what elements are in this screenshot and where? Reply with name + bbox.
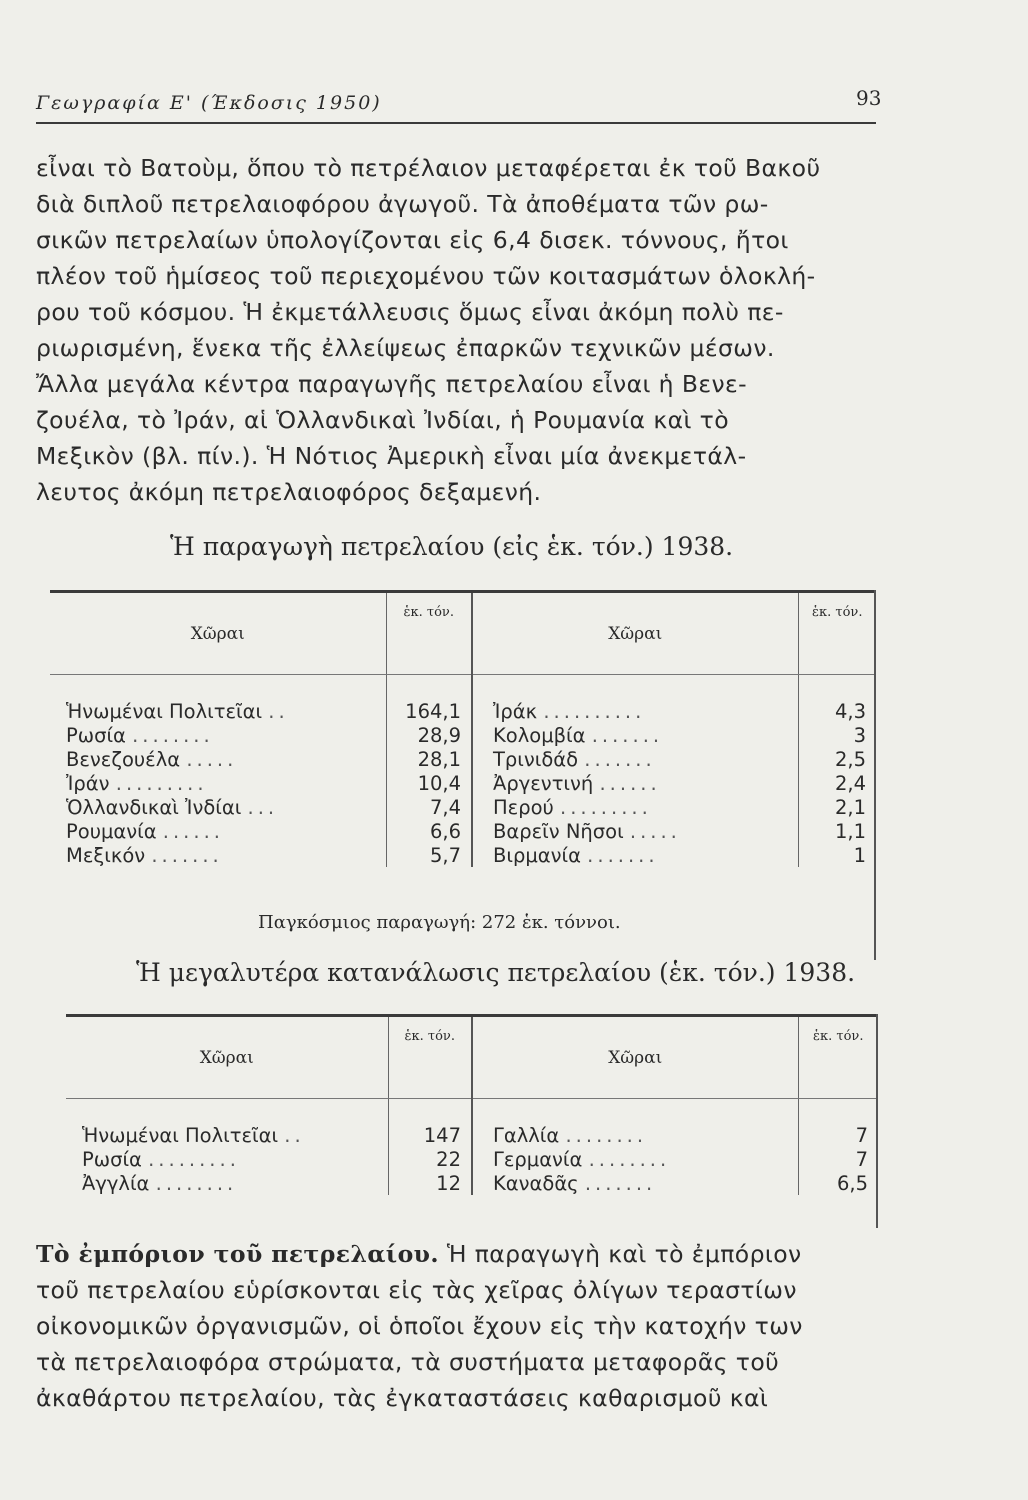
table-row: Ἰράν ......... 10,4 Ἀργεντινή ...... 2,4 (50, 771, 876, 795)
country-name: Τρινιδάδ (493, 747, 579, 771)
paragraph-oil-reserves (36, 150, 916, 510)
column-header-country: Χῶραι (472, 592, 798, 675)
consumption-table-title: Ἡ μεγαλυτέρα κατανάλωσις πετρελαίου (ἑκ. τόν.) 1938. (136, 958, 856, 987)
running-head: Γεωγραφία Ε' (Έκδοσις 1950) (36, 92, 382, 114)
country-name: Ἰράν (66, 771, 110, 795)
header-rule (36, 122, 876, 124)
world-production-note: Παγκόσμιος παραγωγή: 272 ἑκ. τόννοι. (258, 912, 621, 933)
value-cell: 10,4 (386, 771, 472, 795)
table-right-border (876, 1014, 878, 1228)
country-name: Γερμανία (493, 1147, 583, 1171)
text-line: σικῶν πετρελαίων ὑπολογίζονται εἰς 6,4 δισεκ. τόννους, ἤτοι (36, 226, 789, 254)
value-cell: 7 (798, 1123, 878, 1147)
value-cell: 2,5 (798, 747, 876, 771)
value-cell: 7,4 (386, 795, 472, 819)
value-cell: 164,1 (386, 699, 472, 723)
value-cell: 5,7 (386, 843, 472, 867)
text-line: οἰκονομικῶν ὀργανισμῶν, οἱ ὁποῖοι ἔχουν εἰς τὴν κατοχήν των (36, 1312, 803, 1340)
value-cell: 6,6 (386, 819, 472, 843)
text-line: ριωρισμένη, ἕνεκα τῆς ἐλλείψεως ἐπαρκῶν τεχνικῶν μέσων. (36, 334, 775, 362)
text-line: τοῦ πετρελαίου εὑρίσκονται εἰς τὰς χεῖρας ὀλίγων τεραστίων (36, 1276, 797, 1304)
value-cell: 22 (388, 1147, 472, 1171)
value-cell: 7 (798, 1147, 878, 1171)
country-name: Ὁλλανδικαὶ Ἰνδίαι (66, 795, 242, 819)
paragraph-oil-trade (36, 1236, 916, 1416)
first-line-text: Ἡ παραγωγὴ καὶ τὸ ἐμπόριον (438, 1240, 802, 1268)
country-name: Ἡνωμέναι Πολιτεῖαι (82, 1123, 279, 1147)
text-line (36, 1236, 916, 1272)
table-row: Ρωσία ......... 22 Γερμανία ........ 7 (66, 1147, 878, 1171)
table-row: Ἀγγλία ........ 12 Καναδᾶς ....... 6,5 (66, 1171, 878, 1195)
table-row: Ρωσία ........ 28,9 Κολομβία ....... 3 (50, 723, 876, 747)
table-row: Μεξικόν ....... 5,7 Βιρμανία ....... 1 (50, 843, 876, 867)
value-cell: 6,5 (798, 1171, 878, 1195)
text-line: ζουέλα, τὸ Ἰράν, αἱ Ὁλλανδικαὶ Ἰνδίαι, ἡ Ρουμανία καὶ τὸ (36, 406, 730, 434)
country-name: Γαλλία (493, 1123, 560, 1147)
value-cell: 3 (798, 723, 876, 747)
value-cell: 1 (798, 843, 876, 867)
column-header-unit: ἑκ. τόν. (798, 1016, 878, 1099)
column-header-unit: ἑκ. τόν. (388, 1016, 472, 1099)
text-line: διὰ διπλοῦ πετρελαιοφόρου ἀγωγοῦ. Τὰ ἀποθέματα τῶν ρω- (36, 190, 769, 218)
country-name: Καναδᾶς (493, 1171, 579, 1195)
country-name: Μεξικόν (66, 843, 146, 867)
country-name: Ἀργεντινή (493, 771, 594, 795)
country-name: Ἡνωμέναι Πολιτεῖαι (66, 699, 263, 723)
text-line: Μεξικὸν (βλ. πίν.). Ἡ Νότιος Ἀμερικὴ εἶναι μία ἀνεκμετάλ- (36, 442, 747, 470)
value-cell: 147 (388, 1123, 472, 1147)
country-name: Βαρεῖν Νῆσοι (493, 819, 624, 843)
value-cell: 1,1 (798, 819, 876, 843)
table-row: Βενεζουέλα ..... 28,1 Τρινιδάδ ....... 2,5 (50, 747, 876, 771)
value-cell: 2,1 (798, 795, 876, 819)
page-number: 93 (856, 86, 882, 110)
column-header-country: Χῶραι (472, 1016, 798, 1099)
value-cell: 2,4 (798, 771, 876, 795)
table-row: Ὁλλανδικαὶ Ἰνδίαι ... 7,4 Περού ......... 2,1 (50, 795, 876, 819)
section-lead: Τὸ ἐμπόριον τοῦ πετρελαίου. (36, 1240, 439, 1268)
column-header-country: Χῶραι (50, 592, 386, 675)
country-name: Περού (493, 795, 554, 819)
value-cell: 28,1 (386, 747, 472, 771)
country-name: Ρουμανία (66, 819, 157, 843)
consumption-table (66, 1014, 878, 1195)
column-header-unit: ἑκ. τόν. (386, 592, 472, 675)
text-line: λευτος ἀκόμη πετρελαιοφόρος δεξαμενή. (36, 478, 542, 506)
text-line: ἀκαθάρτου πετρελαίου, τὰς ἐγκαταστάσεις καθαρισμοῦ καὶ (36, 1384, 769, 1412)
country-name: Βενεζουέλα (66, 747, 181, 771)
country-name: Ρωσία (82, 1147, 142, 1171)
text-line: ρου τοῦ κόσμου. Ἡ ἐκμετάλλευσις ὅμως εἶναι ἀκόμη πολὺ πε- (36, 298, 784, 326)
country-name: Ἀγγλία (82, 1171, 150, 1195)
table-row: Ἡνωμέναι Πολιτεῖαι .. 147 Γαλλία ........ 7 (66, 1123, 878, 1147)
table-row: Ρουμανία ...... 6,6 Βαρεῖν Νῆσοι ..... 1,1 (50, 819, 876, 843)
value-cell: 4,3 (798, 699, 876, 723)
country-name: Βιρμανία (493, 843, 581, 867)
country-name: Κολομβία (493, 723, 586, 747)
text-line: εἶναι τὸ Βατοὺμ, ὅπου τὸ πετρέλαιον μεταφέρεται ἐκ τοῦ Βακοῦ (36, 154, 821, 182)
text-line: τὰ πετρελαιοφόρα στρώματα, τὰ συστήματα μεταφορᾶς τοῦ (36, 1348, 780, 1376)
value-cell: 12 (388, 1171, 472, 1195)
text-line: πλέον τοῦ ἡμίσεος τοῦ περιεχομένου τῶν κοιτασμάτων ὁλοκλή- (36, 262, 816, 290)
country-name: Ἰράκ (493, 699, 538, 723)
production-table (50, 590, 876, 867)
country-name: Ρωσία (66, 723, 126, 747)
text-line: Ἄλλα μεγάλα κέντρα παραγωγῆς πετρελαίου εἶναι ἡ Βενε- (36, 370, 747, 398)
column-header-unit: ἑκ. τόν. (798, 592, 876, 675)
value-cell: 28,9 (386, 723, 472, 747)
table-right-border (874, 590, 876, 960)
table-row: Ἡνωμέναι Πολιτεῖαι .. 164,1 Ἰράκ .......... 4,3 (50, 699, 876, 723)
production-table-title: Ἡ παραγωγὴ πετρελαίου (εἰς ἑκ. τόν.) 1938. (170, 532, 734, 561)
column-header-country: Χῶραι (66, 1016, 388, 1099)
